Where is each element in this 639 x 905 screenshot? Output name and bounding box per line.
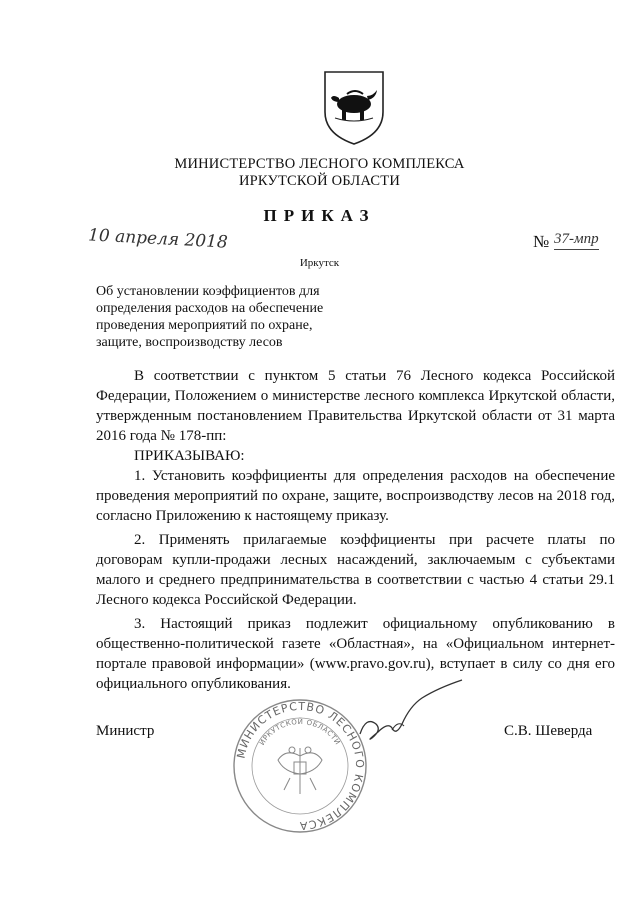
- double-headed-eagle-icon: [278, 747, 322, 794]
- subject-line: проведения мероприятий по охране,: [96, 318, 313, 333]
- handwritten-signature: [352, 676, 472, 756]
- ministry-name: МИНИСТЕРСТВО ЛЕСНОГО КОМПЛЕКСА ИРКУТСКОЙ ОБЛАСТИ: [174, 156, 465, 189]
- handwritten-date: 10 апреля 2018: [87, 225, 229, 253]
- handwritten-order-number: 37-мпр: [554, 231, 599, 250]
- subject-line: определения расходов на обеспечение: [96, 301, 324, 316]
- coat-of-arms-emblem: [321, 68, 387, 146]
- preamble-paragraph: В соответствии с пунктом 5 статьи 76 Лесного кодекса Российской Федерации, Положением о министерстве лесного комплекса Иркутской области, утвержденным постановлением Правительства Иркутской области от 31 марта 2016 года № 178-пп:: [96, 368, 615, 444]
- seal-outer-text: МИНИСТЕРСТВО ЛЕСНОГО КОМПЛЕКСА: [234, 699, 367, 833]
- order-body: [96, 366, 615, 694]
- order-subject: [96, 283, 396, 351]
- order-item-3: 3. Настоящий приказ подлежит официальному опубликованию в общественно-политической газете «Областная», на «Официальном интернет-портале правовой информации» (www.pravo.gov.ru), вступает в силу со дня его официального опубликования.: [96, 616, 615, 692]
- order-title: ПРИКАЗ: [263, 206, 376, 225]
- order-item-2: 2. Применять прилагаемые коэффициенты при расчете платы по договорам купли-продажи лесных насаждений, заключаемым с субъектами малого и среднего предпринимательства в соответствии с частью 4 статьи 29.1 Лесного кодекса Российской Федерации.: [96, 532, 615, 608]
- order-word: ПРИКАЗЫВАЮ:: [134, 448, 245, 464]
- seal-inner-text: ИРКУТСКОЙ ОБЛАСТИ: [258, 717, 342, 747]
- subject-line: защите, воспроизводству лесов: [96, 335, 283, 350]
- signatory-title: Министр: [96, 723, 155, 739]
- official-seal: [232, 698, 368, 834]
- order-item-1: 1. Установить коэффициенты для определения расходов на обеспечение проведения мероприятий по охране, защите, воспроизводству лесов на 2018 год, согласно Приложению к настоящему приказу.: [96, 468, 615, 524]
- city-name: Иркутск: [299, 257, 340, 269]
- subject-line: Об установлении коэффициентов для: [96, 284, 320, 299]
- signatory-name: С.В. Шеверда: [504, 723, 593, 739]
- order-number-label: №: [533, 232, 550, 251]
